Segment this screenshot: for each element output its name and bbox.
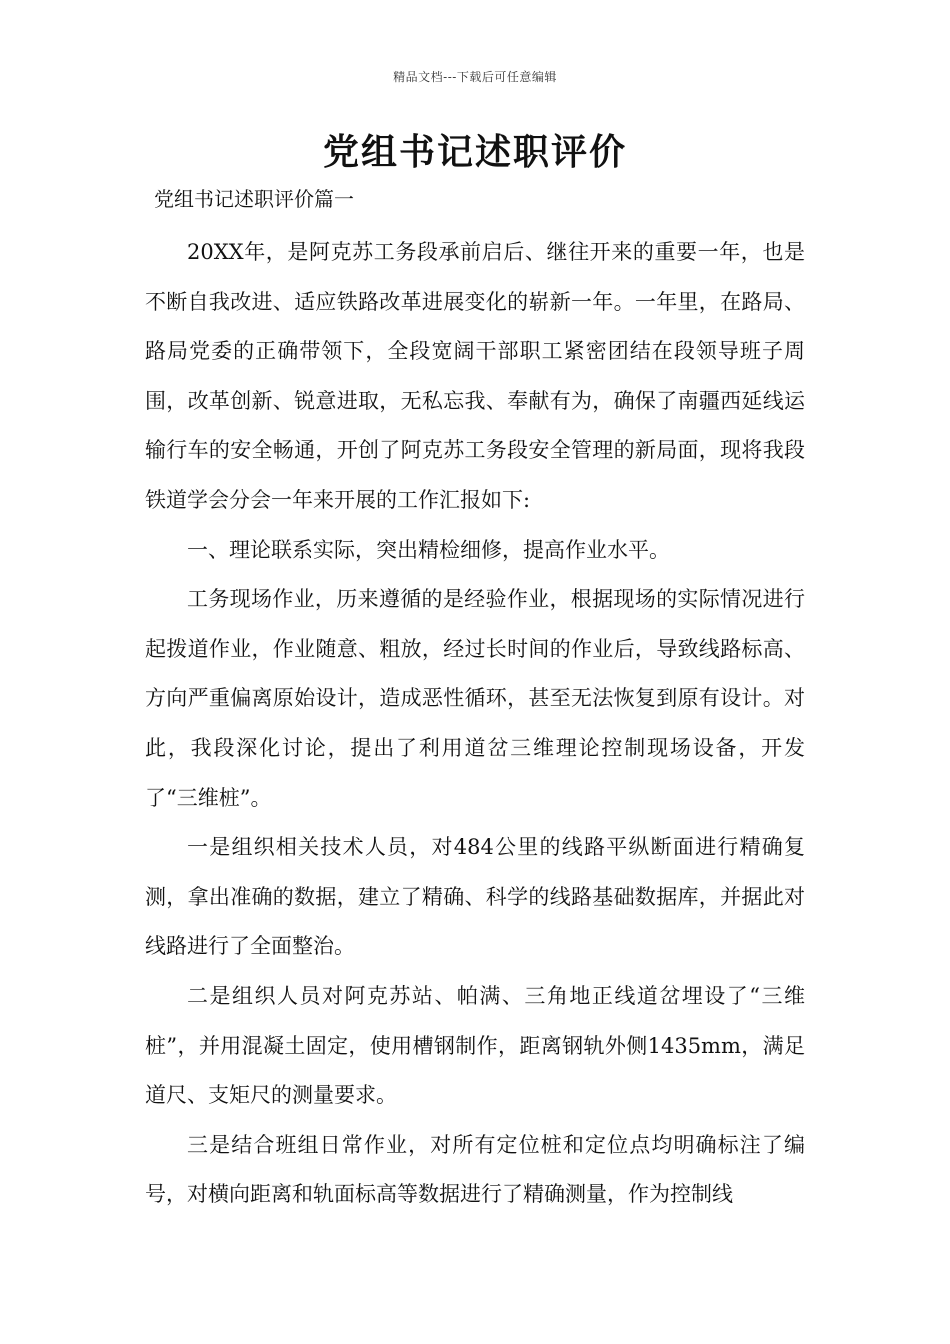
document-subtitle: 党组书记述职评价篇一 [154, 187, 354, 211]
document-body [145, 228, 805, 1220]
paragraph-point-two: 二是组织人员对阿克苏站、帕满、三角地正线道岔埋设了“三维桩”，并用混凝土固定，使用槽钢制作，距离钢轨外侧1435mm，满足道尺、支矩尺的测量要求。 [145, 983, 805, 1108]
paragraph-background: 工务现场作业，历来遵循的是经验作业，根据现场的实际情况进行起拨道作业，作业随意、粗放，经过长时间的作业后，导致线路标高、方向严重偏离原始设计，造成恶性循环，甚至无法恢复到原有设计。对此，我段深化讨论，提出了利用道岔三维理论控制现场设备，开发了“三维桩”。 [145, 587, 805, 810]
document-title: 党组书记述职评价 [322, 131, 627, 173]
paragraph-point-one: 一是组织相关技术人员，对484公里的线路平纵断面进行精确复测，拿出准确的数据，建立了精确、科学的线路基础数据库，并据此对线路进行了全面整治。 [145, 835, 805, 959]
section-heading: 一、理论联系实际，突出精检细修，提高作业水平。 [187, 537, 670, 562]
header-note: 精品文档---下载后可任意编辑 [393, 70, 557, 84]
paragraph-intro: 20XX年，是阿克苏工务段承前启后、继往开来的重要一年，也是不断自我改进、适应铁路改革进展变化的崭新一年。一年里，在路局、路局党委的正确带领下，全段宽阔干部职工紧密团结在段领导班子周围，改革创新、锐意进取，无私忘我、奉献有为，确保了南疆西延线运输行车的安全畅通，开创了阿克苏工务段安全管理的新局面，现将我段铁道学会分会一年来开展的工作汇报如下: [145, 240, 805, 512]
paragraph-point-three: 三是结合班组日常作业，对所有定位桩和定位点均明确标注了编号，对横向距离和轨面标高等数据进行了精确测量，作为控制线 [145, 1132, 805, 1207]
